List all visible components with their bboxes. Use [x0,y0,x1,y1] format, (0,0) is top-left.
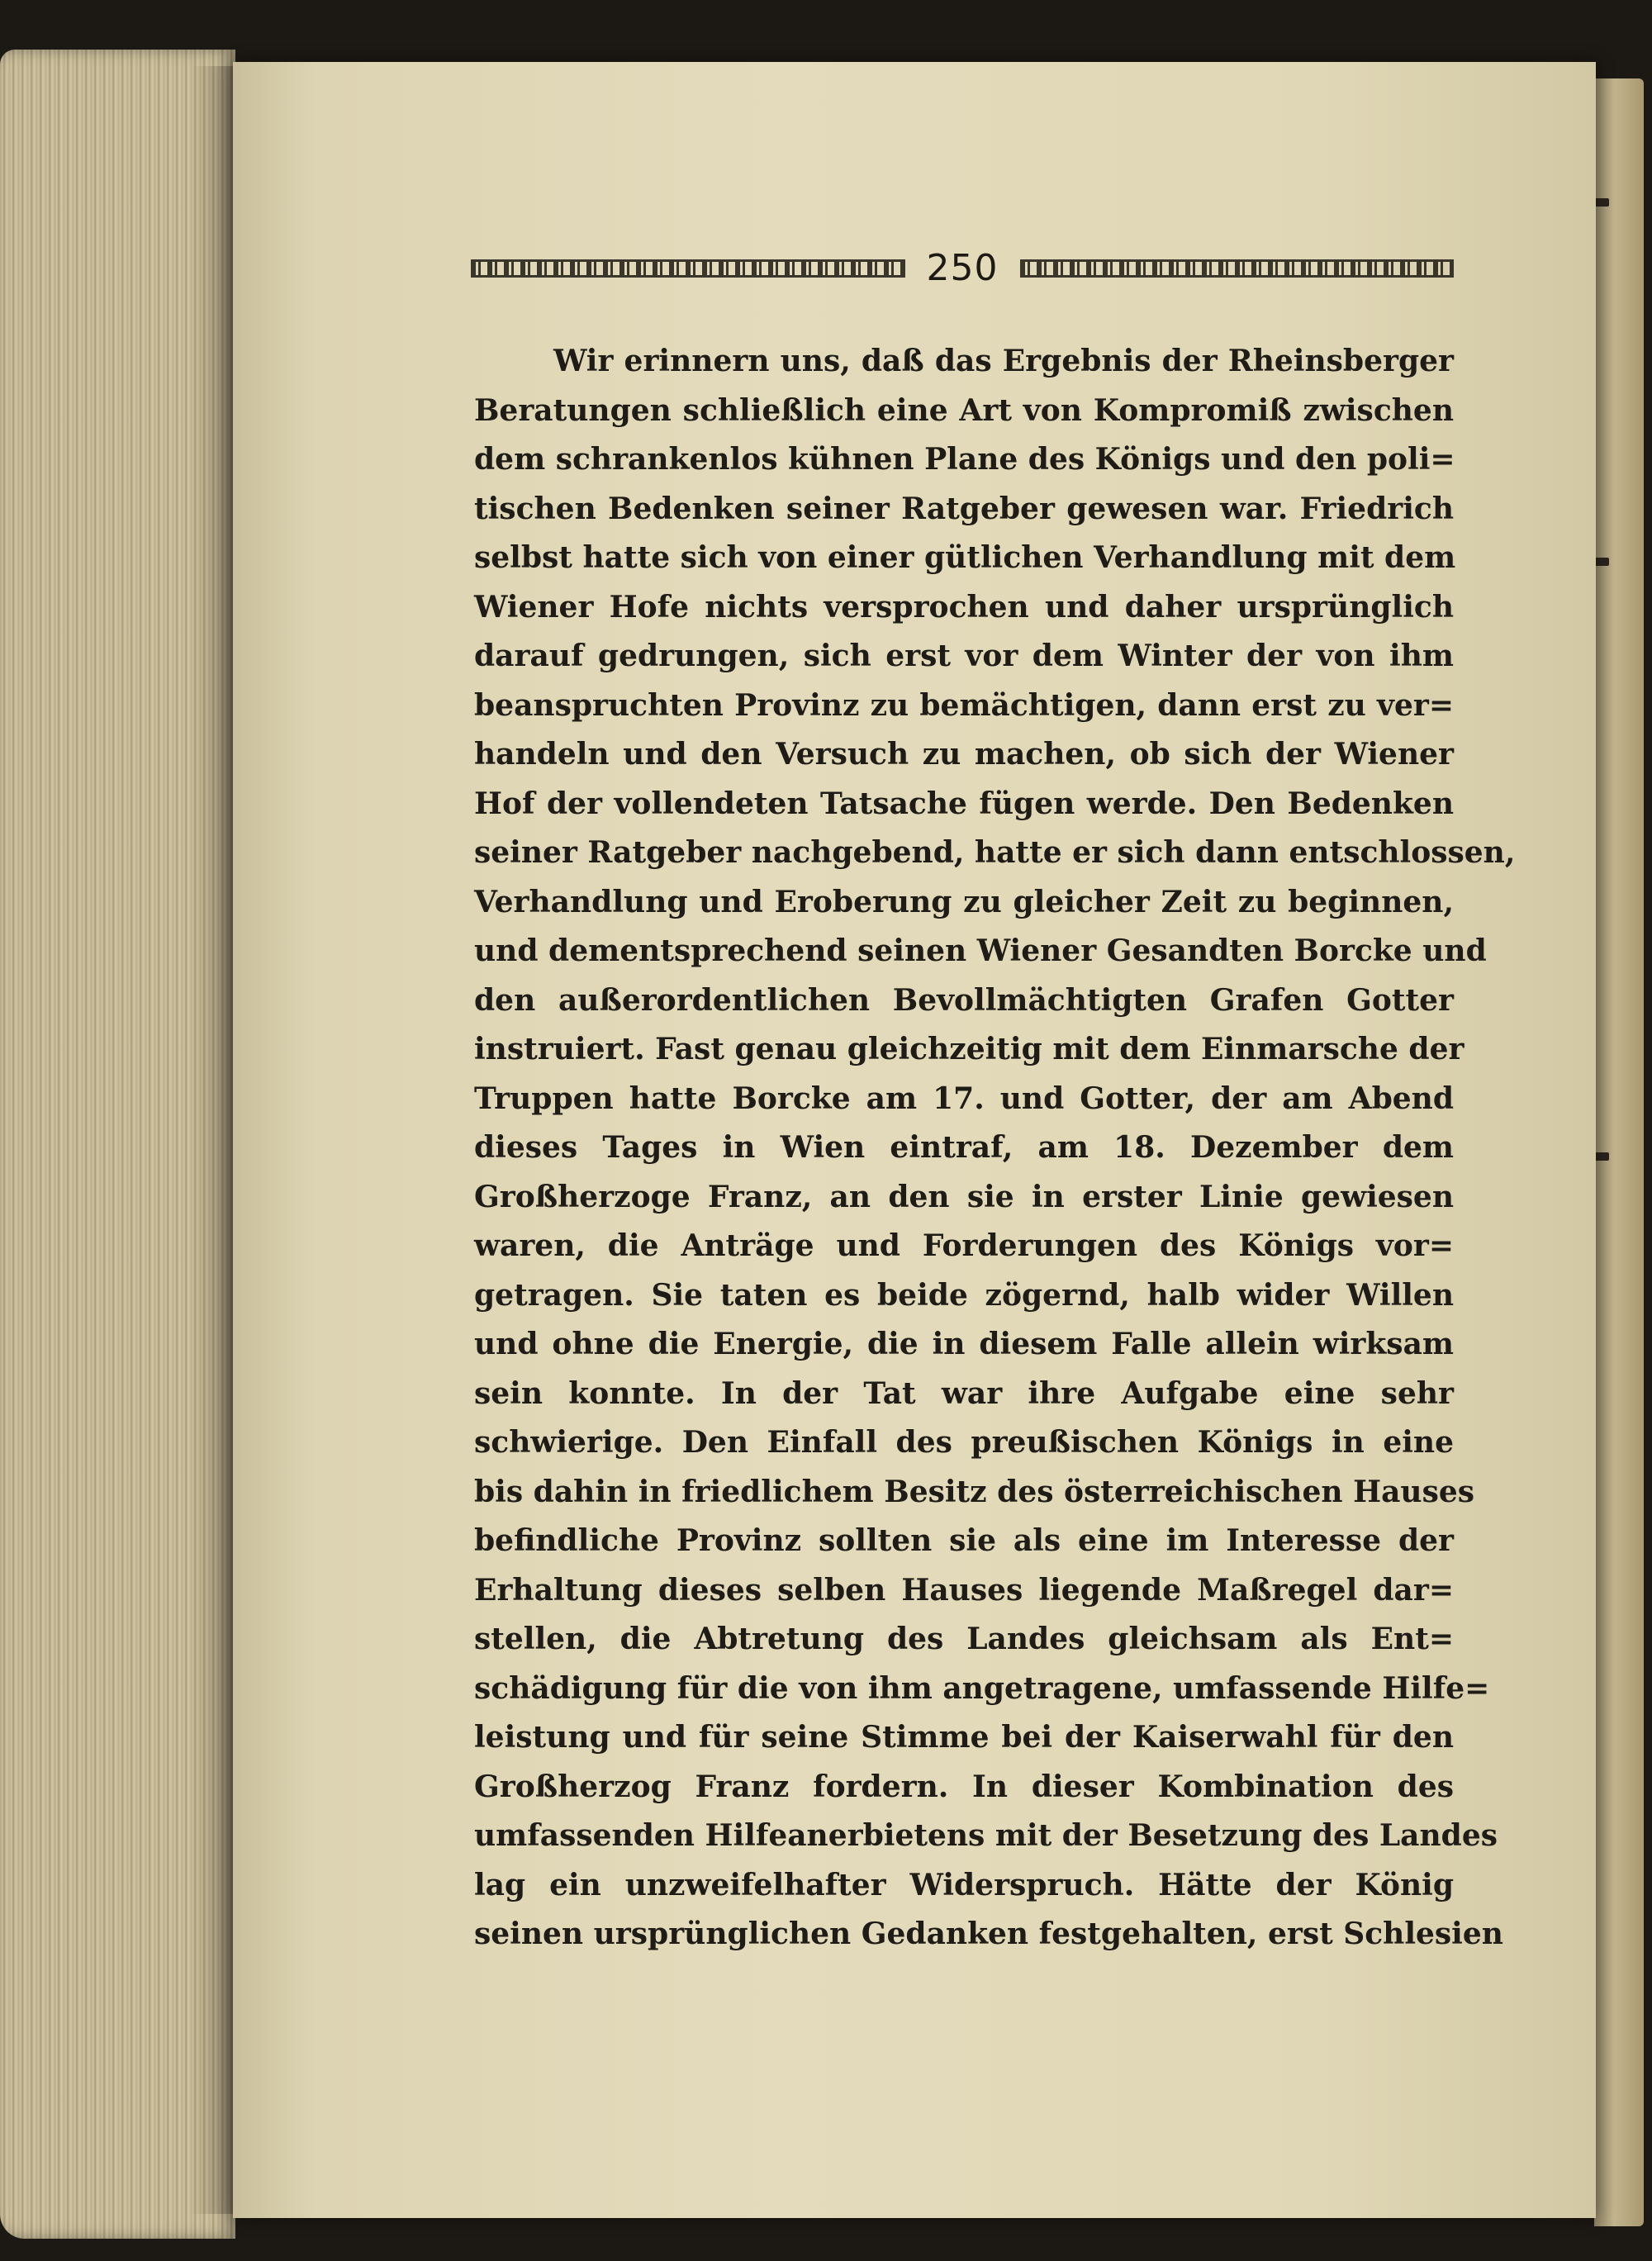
text-line: stellen, die Abtretung des Landes gleichsam als Ent= [474,1622,1454,1656]
page-header [471,248,1454,289]
text-line: Beratungen schließlich eine Art von Kompromiß zwischen [474,392,1454,428]
text-line: selbst hatte sich von einer gütlichen Verhandlung mit dem [474,540,1456,575]
text-line: instruiert. Fast genau gleichzeitig mit dem Einmarsche der [474,1032,1464,1066]
left-ornament-band [471,259,905,278]
text-line: befindliche Provinz sollten sie als eine im Interesse der [474,1523,1454,1558]
text-line: Großherzog Franz fordern. In dieser Kombination des [474,1769,1454,1804]
text-line: den außerordentlichen Bevollmächtigten Grafen Gotter [474,982,1454,1018]
text-line: dieses Tages in Wien eintraf, am 18. Dezember dem [474,1130,1454,1165]
text-line: bis dahin in friedlichem Besitz des österreichischen Hauses [474,1474,1475,1509]
text-line: sein konnte. In der Tat war ihre Aufgabe eine sehr [474,1375,1454,1411]
text-line: Verhandlung und Eroberung zu gleicher Zeit zu beginnen, [474,884,1454,919]
text-line: waren, die Anträge und Forderungen des Königs vor= [474,1228,1454,1263]
text-line: seinen ursprünglichen Gedanken festgehalten, erst Schlesien [474,1917,1503,1951]
text-line: und ohne die Energie, die in diesem Falle allein wirksam [474,1327,1454,1361]
text-line: Wir erinnern uns, daß das Ergebnis der Rheinsberger [553,344,1454,378]
text-line: dem schrankenlos kühnen Plane des Königs und den poli= [474,442,1455,477]
page-number: 250 [926,247,999,289]
text-line: und dementsprechend seinen Wiener Gesandten Borcke und [474,933,1487,968]
text-line: handeln und den Versuch zu machen, ob sich der Wiener [474,737,1454,772]
text-line: Erhaltung dieses selben Hauses liegende Maßregel dar= [474,1572,1454,1608]
text-line: lag ein unzweifelhafter Widerspruch. Hätte der König [474,1867,1454,1902]
text-line: schädigung für die von ihm angetragene, umfassende Hilfe= [474,1670,1490,1706]
text-line: Wiener Hofe nichts versprochen und daher ursprünglich [474,589,1454,625]
text-line: umfassenden Hilfeanerbietens mit der Besetzung des Landes [474,1818,1498,1853]
text-line: Truppen hatte Borcke am 17. und Gotter, der am Abend [474,1081,1454,1116]
text-line: seiner Ratgeber nachgebend, hatte er sich dann entschlossen, [474,835,1516,870]
text-line: tischen Bedenken seiner Ratgeber gewesen war. Friedrich [474,491,1454,526]
gutter-shadow [190,66,240,2214]
text-line: Großherzoge Franz, an den sie in erster Linie gewiesen [474,1179,1454,1214]
body-text [474,337,1516,1959]
text-line: darauf gedrungen, sich erst vor dem Winter der von ihm [474,639,1454,673]
text-line: beanspruchten Provinz zu bemächtigen, dann erst zu ver= [474,687,1454,723]
right-ornament-band [1020,259,1455,278]
text-line: Hof der vollendeten Tatsache fügen werde. Den Bedenken [474,786,1454,821]
text-line: getragen. Sie taten es beide zögernd, halb wider Willen [474,1277,1454,1313]
text-line: leistung und für seine Stimme bei der Kaiserwahl für den [474,1720,1454,1755]
text-line: schwierige. Den Einfall des preußischen Königs in eine [474,1425,1454,1460]
